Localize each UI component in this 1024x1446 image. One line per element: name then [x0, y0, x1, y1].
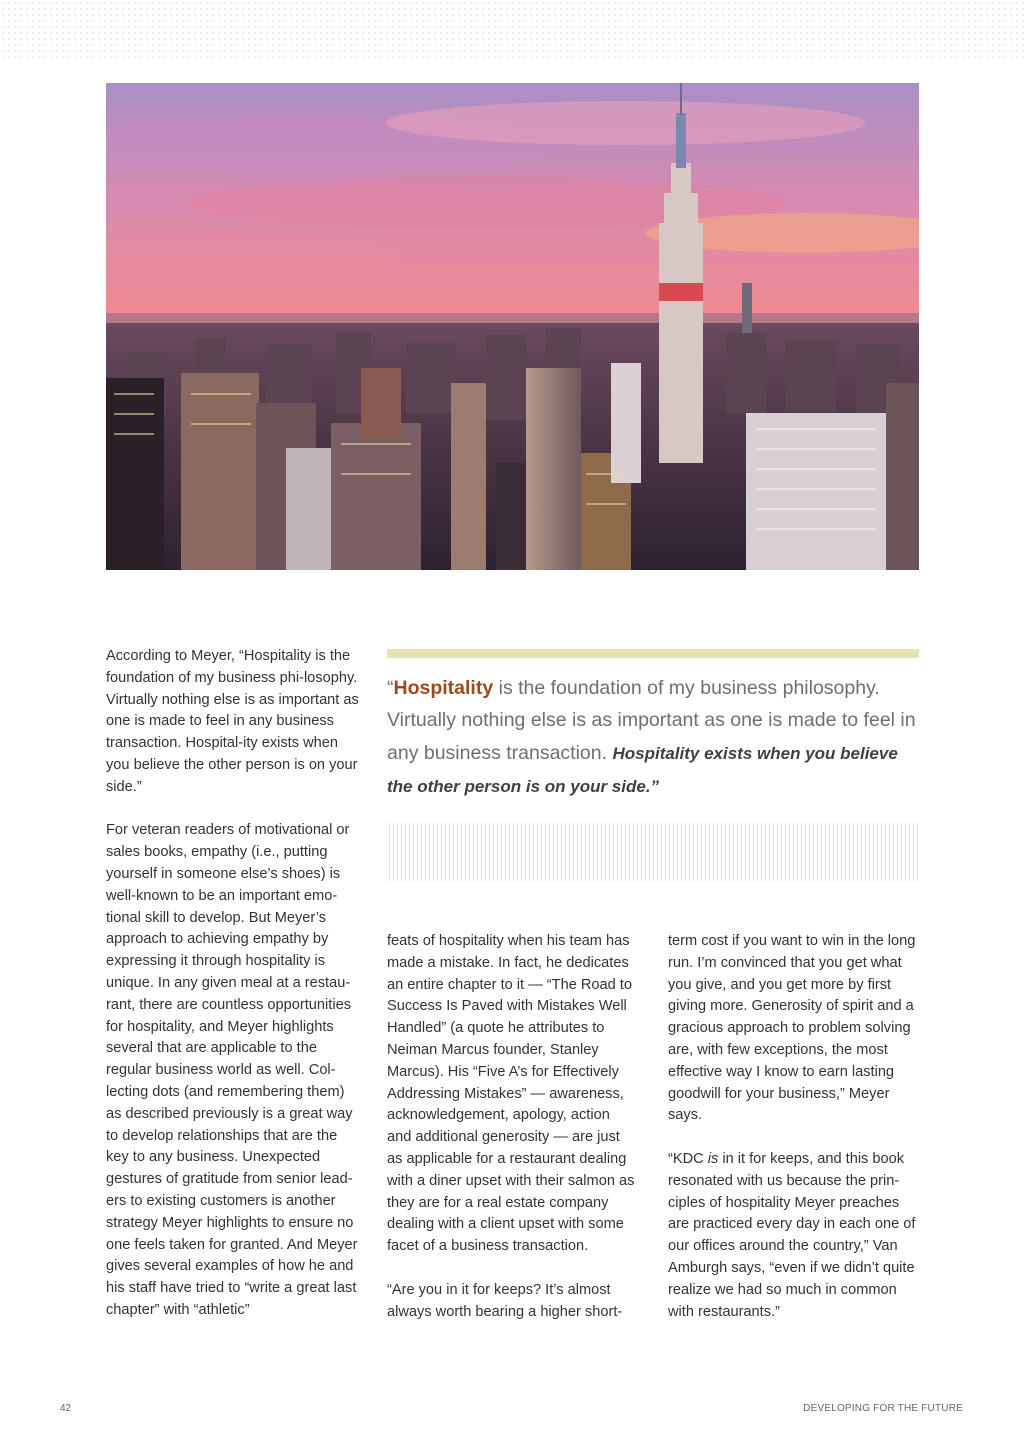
city-skyline-photo — [106, 83, 919, 570]
quote-highlight: Hospitality — [393, 677, 494, 699]
right-para2-rest: in it for keeps, and this book resonated with us because the prin-ciples of hospitality Meyer preaches are practiced every day in each one of our offices around the country,” Van Amburgh says, “even if we didn’t quite realize we had so much in common with restaurants.” — [668, 1150, 916, 1320]
right-paragraph-1: term cost if you want to win in the long run. I’m convinced that you get what you give, and you get more by first giving more. Generosity of spirit and a gracious approach to problem solving are, with few exceptions, the most effective way I know to earn lasting goodwill for your business,” Meyer says. — [668, 933, 916, 1124]
middle-column — [387, 931, 637, 1323]
right-para2-italic: is — [707, 1150, 719, 1167]
left-paragraph-2: For veteran readers of motivational or sales books, empathy (i.e., putting yourself in someone else’s shoes) is well-known to be an important emo-tional skill to develop. But Meyer’s approach to achieving empathy by expressing it through hospitality is unique. In any given meal at a restau-rant, there are countless opportunities for hospitality, and Meyer highlights several that are applicable to the regular business world as well. Col-lecting dots (and remembering them) as described previously is a great way to develop relationships that are the key to any business. Unexpected gestures of gratitude from senior lead-ers to existing customers is another strategy Meyer highlights to ensure no one feels taken for granted. And Meyer gives several examples of how he and his staff have tried to “write a great last chapter” with “athletic” — [106, 822, 358, 1318]
quote-bold-italic: Hospitality exists when you believe the other person is on your side.” — [387, 743, 898, 797]
quote-text: is the foundation of my business philosophy. Virtually nothing else is as important as one is made to feel in any business transaction. — [387, 677, 916, 764]
middle-paragraph-1: feats of hospitality when his team has made a mistake. In fact, he dedicates an entire chapter to it — “The Road to Success Is Paved with Mistakes Well Handled” (a quote he attributes to Neiman Marcus founder, Stanley Marcus). His “Five A’s for Effectively Addressing Mistakes” — awareness, acknowledgement, apology, action and additional generosity — are just as applicable for a restaurant dealing with a diner upset with their salmon as they are for a real estate company dealing with a client upset with some facet of a business transaction. — [387, 933, 635, 1255]
left-column — [106, 646, 361, 1322]
header-texture — [0, 0, 1024, 62]
middle-paragraph-2: “Are you in it for keeps? It’s almost always worth bearing a higher short- — [387, 1281, 623, 1320]
page-number: 42 — [60, 1403, 72, 1414]
quote-open-mark: “ — [387, 677, 394, 699]
pull-quote-rule — [387, 649, 919, 658]
right-column — [668, 931, 920, 1323]
pull-quote — [387, 672, 927, 804]
section-title: DEVELOPING FOR THE FUTURE — [803, 1403, 963, 1414]
decorative-stripes — [389, 823, 919, 881]
right-paragraph-2 — [668, 1149, 920, 1323]
left-paragraph-1: According to Meyer, “Hospitality is the foundation of my business phi-losophy. Virtually nothing else is as important as one is made to feel in any business transaction. Hospital-ity exists when you believe the other person is on your side.” — [106, 648, 359, 795]
right-para2-start: “KDC — [668, 1150, 708, 1167]
